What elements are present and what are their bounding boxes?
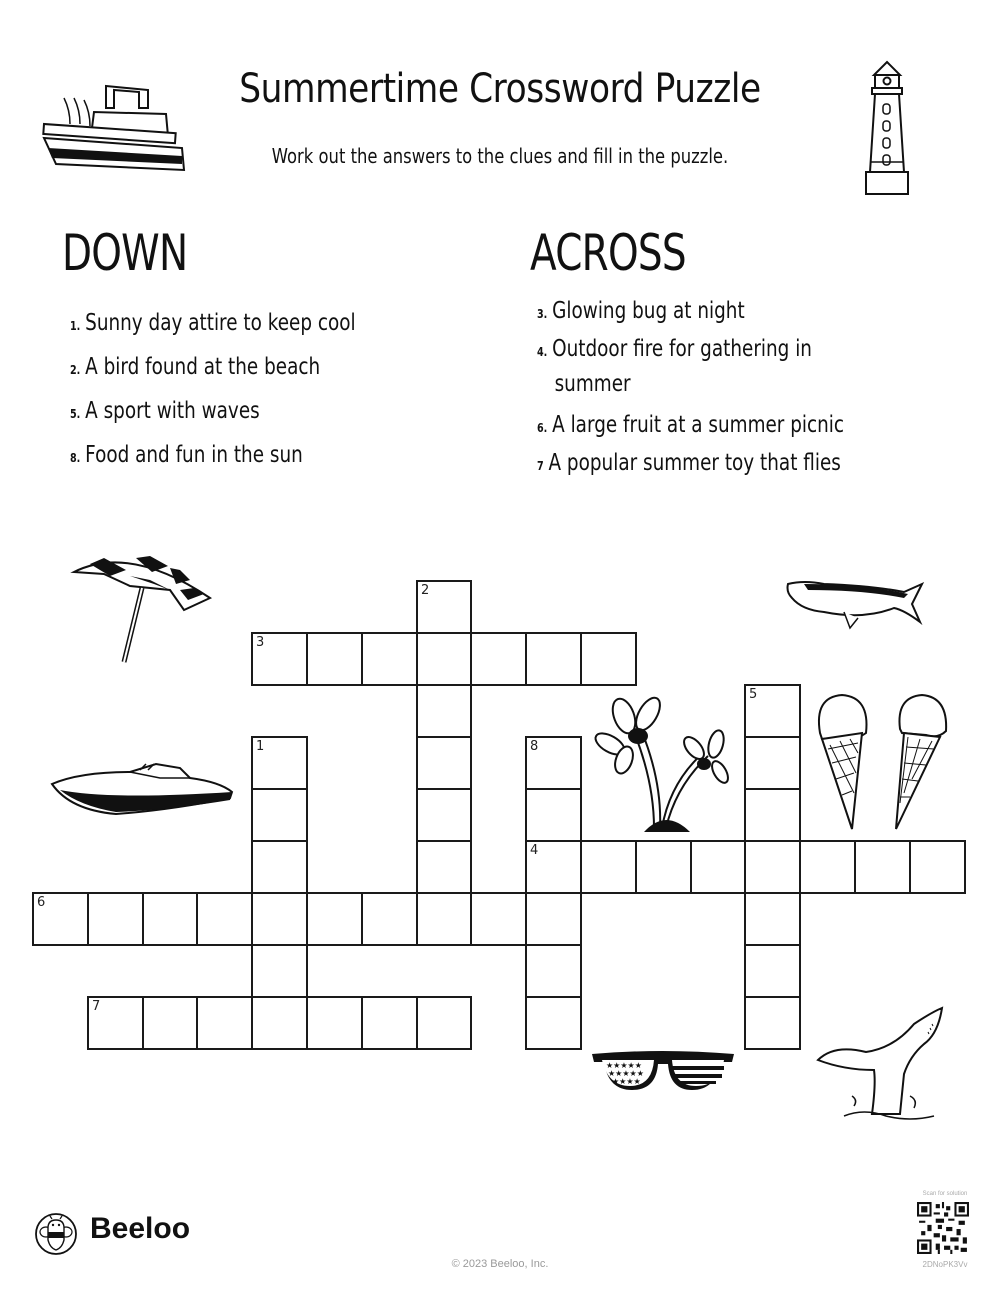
crossword-cell[interactable] xyxy=(470,632,527,686)
crossword-cell[interactable] xyxy=(525,788,582,842)
crossword-cell[interactable] xyxy=(416,892,472,946)
crossword-cell[interactable] xyxy=(251,944,308,998)
page-title: Summertime Crossword Puzzle xyxy=(239,66,761,112)
crossword-cell[interactable] xyxy=(525,944,582,998)
crossword-cell[interactable] xyxy=(525,632,582,686)
beach-umbrella-icon xyxy=(70,550,215,665)
beeloo-brand-name: Beeloo xyxy=(90,1212,191,1245)
crossword-cell[interactable] xyxy=(361,892,418,946)
crossword-cell[interactable] xyxy=(854,840,911,894)
crossword-cell[interactable] xyxy=(525,996,582,1050)
crossword-cell[interactable] xyxy=(142,996,198,1050)
down-clue-2: 2. A bird found at the beach xyxy=(70,354,321,380)
crossword-cell[interactable] xyxy=(306,996,363,1050)
down-clue-list xyxy=(70,312,427,488)
scan-for-solution-label: Scan for solution xyxy=(922,1191,968,1197)
crossword-cell[interactable] xyxy=(416,632,472,686)
down-heading: DOWN xyxy=(62,224,188,282)
crossword-cell[interactable] xyxy=(525,736,582,790)
crossword-cell[interactable] xyxy=(470,892,527,946)
crossword-cell[interactable] xyxy=(580,840,637,894)
crossword-cell[interactable] xyxy=(416,840,472,894)
page-subtitle: Work out the answers to the clues and fill in the puzzle. xyxy=(271,144,729,168)
crossword-cell[interactable] xyxy=(744,892,801,946)
crossword-cell[interactable] xyxy=(361,996,418,1050)
across-clue-6: 6. A large fruit at a summer picnic xyxy=(537,412,845,438)
crossword-cell[interactable] xyxy=(744,996,801,1050)
crossword-cell[interactable] xyxy=(525,892,582,946)
crossword-cell[interactable] xyxy=(744,788,801,842)
clue-number-label: 2 xyxy=(421,583,430,598)
clue-number-label: 6 xyxy=(37,895,46,910)
svg-text:★★★★: ★★★★ xyxy=(612,1077,641,1086)
svg-text:★★★★★: ★★★★★ xyxy=(606,1061,642,1070)
crossword-cell[interactable] xyxy=(306,632,363,686)
crossword-cell[interactable] xyxy=(744,840,801,894)
crossword-cell[interactable] xyxy=(744,736,801,790)
crossword-cell[interactable] xyxy=(142,892,198,946)
across-clue-4: 4. Outdoor fire for gathering in summer xyxy=(537,336,812,397)
clue-number-label: 3 xyxy=(256,635,265,650)
whale-tail-icon xyxy=(814,1004,954,1132)
crossword-cell[interactable] xyxy=(361,632,418,686)
crossword-cell[interactable] xyxy=(196,996,253,1050)
lighthouse-icon xyxy=(862,60,912,200)
down-clue-1: 1. Sunny day attire to keep cool xyxy=(70,310,356,336)
across-clue-list xyxy=(537,300,921,490)
crossword-cell[interactable] xyxy=(196,892,253,946)
svg-text:★★★★★: ★★★★★ xyxy=(608,1069,644,1078)
down-clue-8: 8. Food and fun in the sun xyxy=(70,442,303,468)
clue-number-label: 7 xyxy=(92,999,101,1014)
crossword-cell[interactable] xyxy=(251,632,308,686)
beeloo-logo-icon xyxy=(34,1212,78,1256)
crossword-cell[interactable] xyxy=(690,840,746,894)
crossword-cell[interactable] xyxy=(580,632,637,686)
crossword-cell[interactable] xyxy=(87,892,144,946)
clue-number-label: 4 xyxy=(530,843,539,858)
crossword-cell[interactable] xyxy=(32,892,89,946)
crossword-cell[interactable] xyxy=(251,840,308,894)
ice-cream-cones-icon xyxy=(808,693,958,833)
copyright-text: © 2023 Beeloo, Inc. xyxy=(451,1258,549,1270)
crossword-cell[interactable] xyxy=(799,840,856,894)
crossword-cell[interactable] xyxy=(416,788,472,842)
across-clue-3: 3. Glowing bug at night xyxy=(537,298,745,324)
crossword-cell[interactable] xyxy=(306,892,363,946)
crossword-cell[interactable] xyxy=(251,736,308,790)
clue-number-label: 8 xyxy=(530,739,539,754)
clue-number-label: 1 xyxy=(256,739,265,754)
across-heading: ACROSS xyxy=(530,224,686,282)
crossword-cell[interactable] xyxy=(416,580,472,634)
down-clue-5: 5. A sport with waves xyxy=(70,398,260,424)
clue-number-label: 5 xyxy=(749,687,758,702)
crossword-cell[interactable] xyxy=(416,684,472,738)
qr-code-icon[interactable] xyxy=(917,1202,969,1254)
flag-sunglasses-icon xyxy=(592,1050,734,1096)
crossword-cell[interactable] xyxy=(635,840,692,894)
speedboat-icon xyxy=(50,758,236,820)
ferry-boat-icon xyxy=(44,80,184,170)
crossword-cell[interactable] xyxy=(416,736,472,790)
fish-icon xyxy=(784,578,924,632)
crossword-cell[interactable] xyxy=(251,788,308,842)
crossword-cell[interactable] xyxy=(87,996,144,1050)
crossword-cell[interactable] xyxy=(525,840,582,894)
qr-code-id: 2DNoPK3Vv xyxy=(922,1260,968,1269)
crossword-cell[interactable] xyxy=(416,996,472,1050)
crossword-cell[interactable] xyxy=(744,684,801,738)
crossword-cell[interactable] xyxy=(251,892,308,946)
crossword-cell[interactable] xyxy=(251,996,308,1050)
crossword-cell[interactable] xyxy=(909,840,966,894)
palm-trees-icon xyxy=(594,692,734,832)
across-clue-7: 7 A popular summer toy that flies xyxy=(537,450,841,476)
crossword-cell[interactable] xyxy=(744,944,801,998)
